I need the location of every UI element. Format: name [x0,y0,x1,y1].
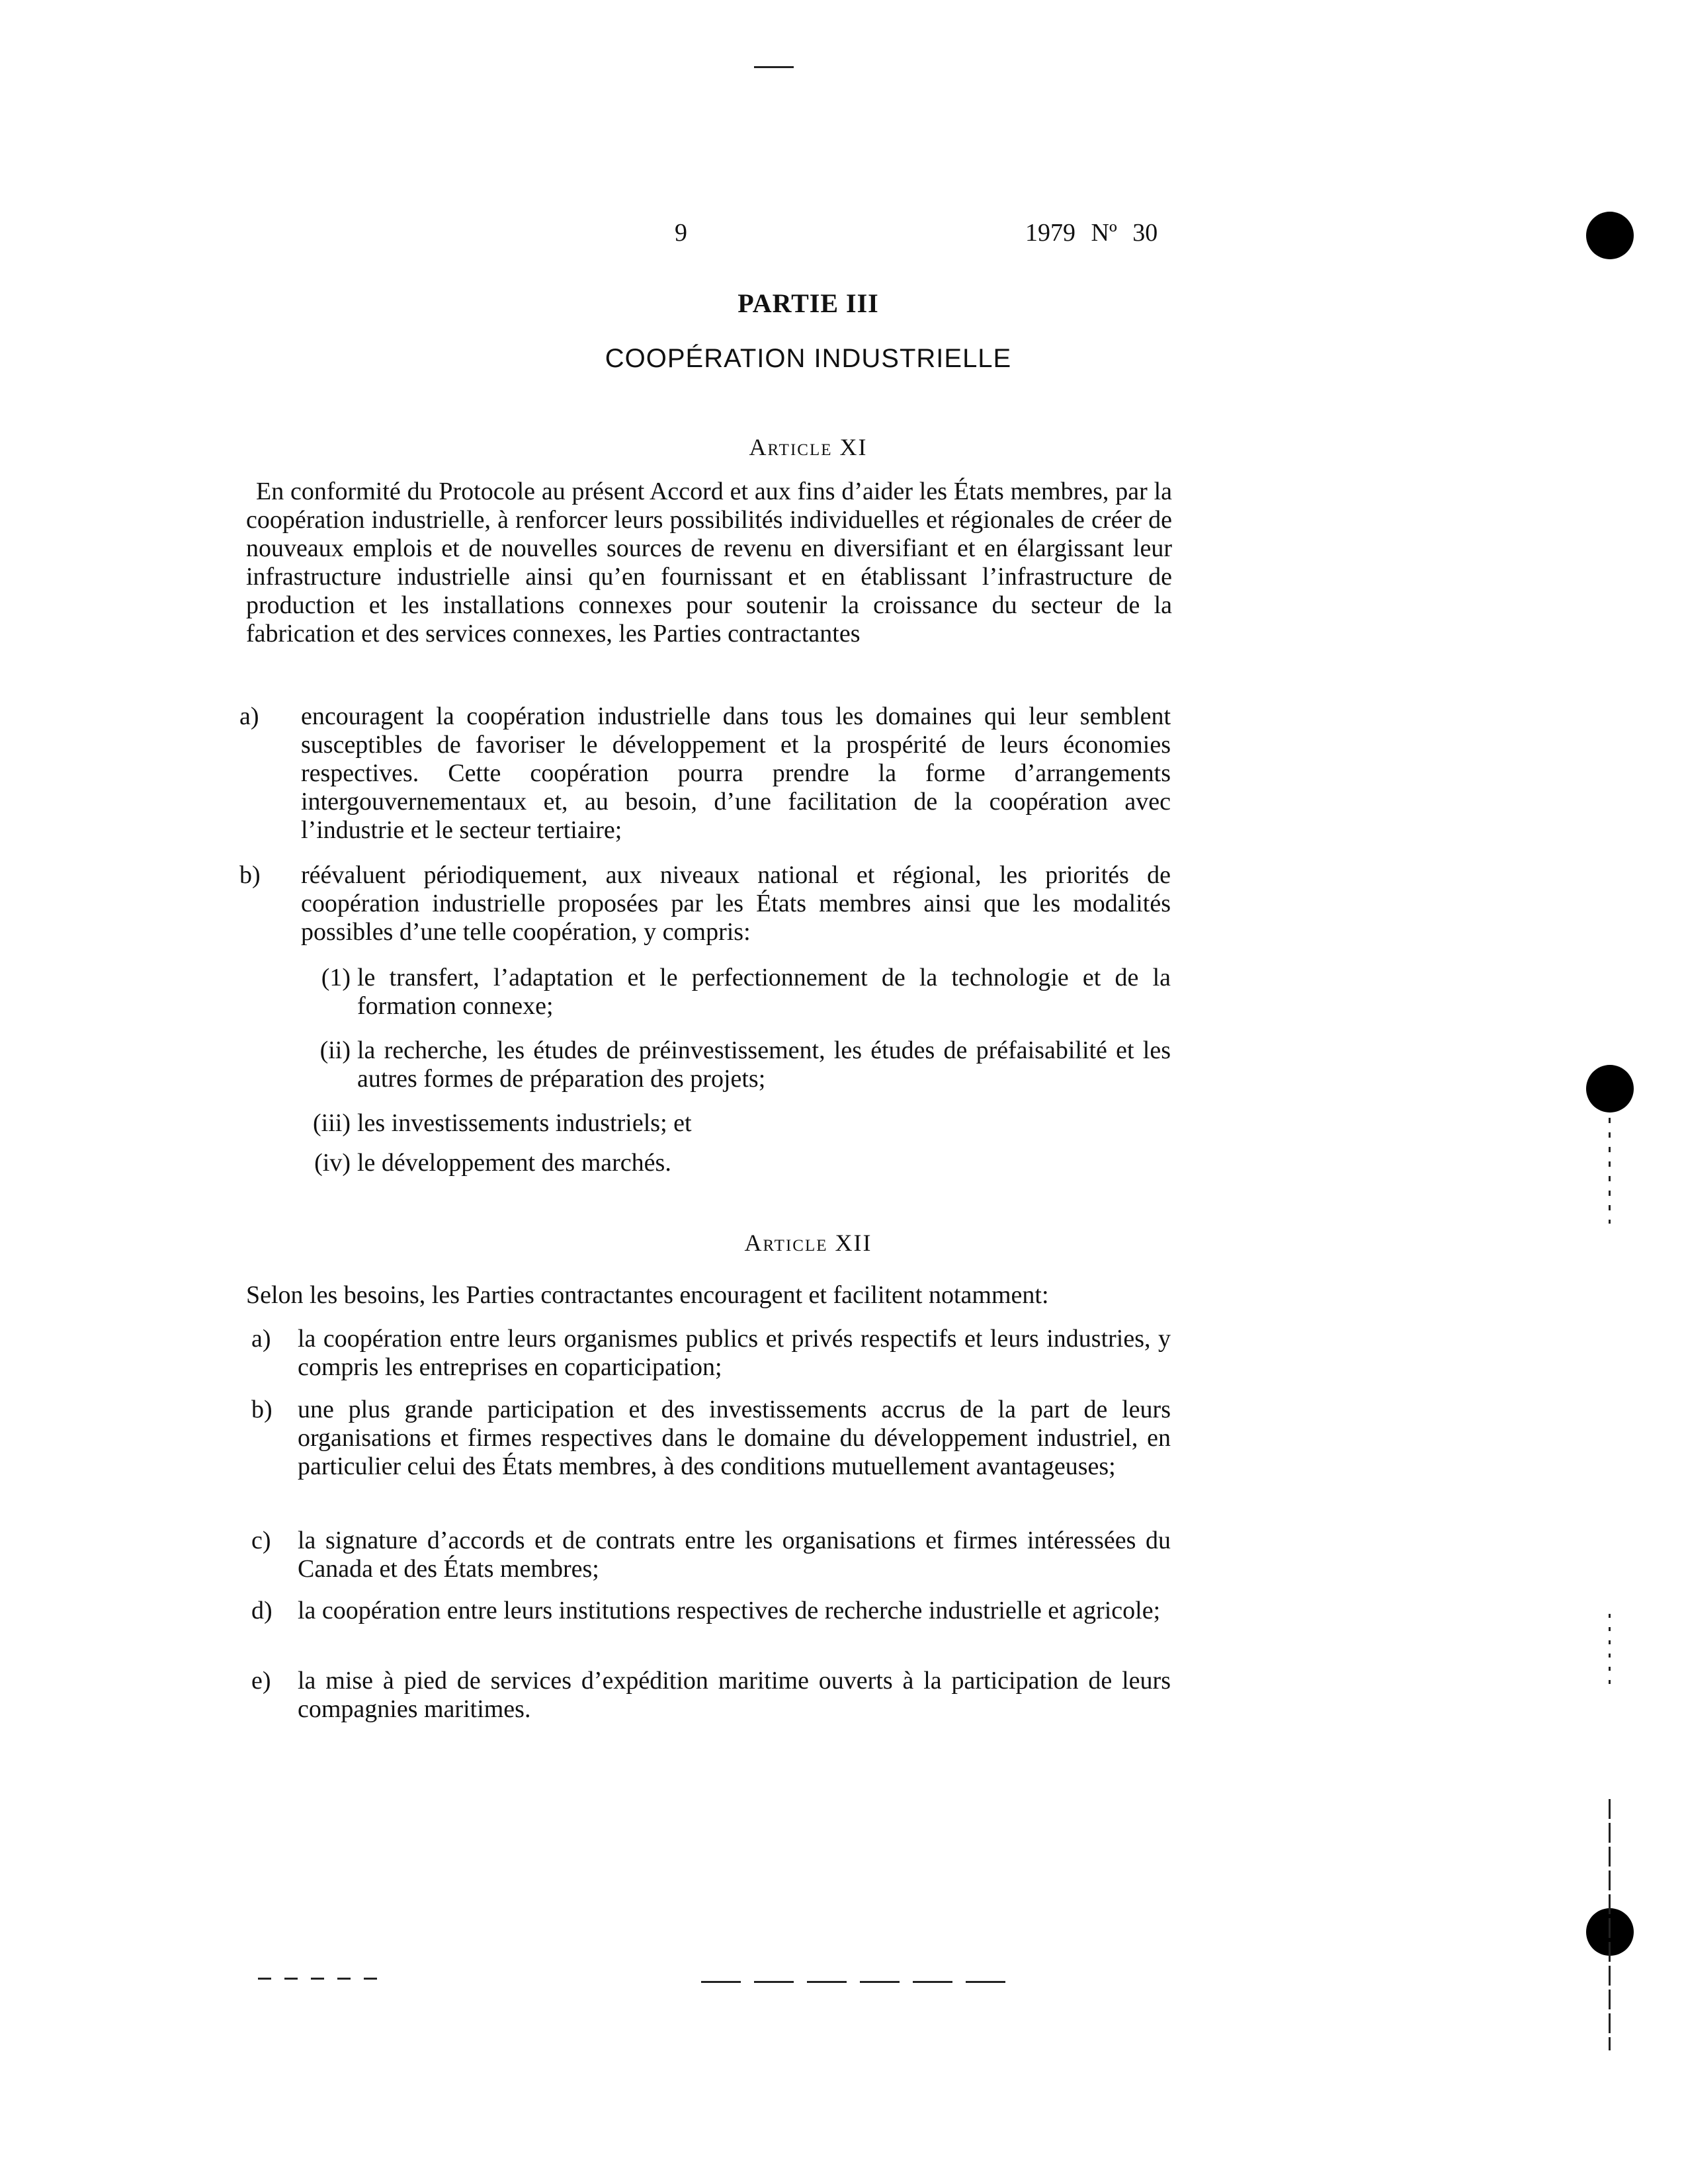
scan-artifact [754,66,794,68]
article-11-item-b [239,861,1171,946]
statute-reference: 1979 Nº 30 [1025,219,1158,247]
part-subtitle: COOPÉRATION INDUSTRIELLE [605,344,1012,373]
scan-artifact [258,1978,377,1980]
scan-artifact [1609,1799,1611,2050]
item-label: d) [251,1597,273,1624]
subitem-text: le transfert, l’adaptation et le perfectionnement de la technologie et de la formation connexe; [357,964,1171,1020]
item-text: la coopération entre leurs organismes publics et privés respectifs et leurs industries, y compris les entreprises en coparticipation; [298,1325,1171,1381]
subitem-label: (ii) [319,1036,351,1064]
subitem-label: (iv) [314,1149,351,1177]
subitem-text: les investissements industriels; et [357,1109,692,1137]
binder-hole [1586,212,1634,259]
subitem-label: (iii) [313,1109,351,1137]
item-label: a) [239,702,259,730]
article-11-subitem-2 [319,1036,1171,1093]
article-11-intro: En conformité du Protocole au présent Accord et aux fins d’aider les États membres, par la coopération industrielle, à renforcer leurs possibilités individuelles et régionales de créer de nouveaux emplois et de nouvelles sources de revenu en diversifiant et en élargissant leur infrastructure industrielle ainsi qu’en fournissant et en établissant l’infrastructure de production et les installations connexes pour soutenir la croissance du secteur de la fabrication et des services connexes, les Parties contractantes [246,478,1172,648]
article-12-item-b [251,1396,1171,1481]
item-label: b) [239,861,261,889]
article-12-item-d [251,1597,1171,1625]
article-12-intro: Selon les besoins, les Parties contractantes encouragent et facilitent notamment: [246,1281,1049,1309]
item-label: c) [251,1527,271,1554]
article-11-subitem-3 [313,1109,1171,1138]
item-label: b) [251,1396,273,1423]
article-11-subitem-4 [314,1149,1171,1177]
subitem-label: (1) [321,964,351,991]
article-11-subitem-1 [321,964,1171,1021]
subitem-text: la recherche, les études de préinvestissement, les études de préfaisabilité et les autres formes de préparation des projets; [357,1036,1171,1093]
article-11-item-a [239,702,1171,845]
item-text: réévaluent périodiquement, aux niveaux national et régional, les priorités de coopération industrielle proposées par les États membres ainsi que les modalités possibles d’une telle coopération, y compris: [301,861,1171,946]
scan-artifact [1609,1614,1611,1693]
article-12-title: Article XII [744,1230,872,1256]
item-text: la mise à pied de services d’expédition maritime ouverts à la participation de leurs compagnies maritimes. [298,1667,1171,1723]
article-12-item-a [251,1325,1171,1382]
binder-hole [1586,1065,1634,1113]
scan-artifact [701,1981,1019,1983]
item-text: la coopération entre leurs institutions respectives de recherche industrielle et agricole; [298,1597,1161,1624]
item-text: encouragent la coopération industrielle dans tous les domaines qui leur semblent susceptibles de favoriser le développement et la prospérité de leurs économies respectives. Cette coopération pourra prendre la forme d’arrangements intergouvernementaux et, au besoin, d’une facilitation de la coopération avec l’industrie et le secteur tertiaire; [301,702,1171,844]
subitem-text: le développement des marchés. [357,1149,671,1177]
item-label: e) [251,1667,271,1695]
article-12-item-e [251,1667,1171,1724]
article-11-title: Article XI [749,434,868,460]
item-text: la signature d’accords et de contrats entre les organisations et firmes intéressées du Canada et des États membres; [298,1527,1171,1583]
article-12-item-c [251,1527,1171,1583]
item-text: une plus grande participation et des investissements accrus de la part de leurs organisations et firmes respectives dans le domaine du développement industriel, en particulier celui des États membres, à des conditions mutuellement avantageuses; [298,1396,1171,1480]
part-title: PARTIE III [737,288,879,318]
page-number: 9 [675,219,687,247]
item-label: a) [251,1325,271,1353]
scan-artifact [1609,1118,1611,1224]
